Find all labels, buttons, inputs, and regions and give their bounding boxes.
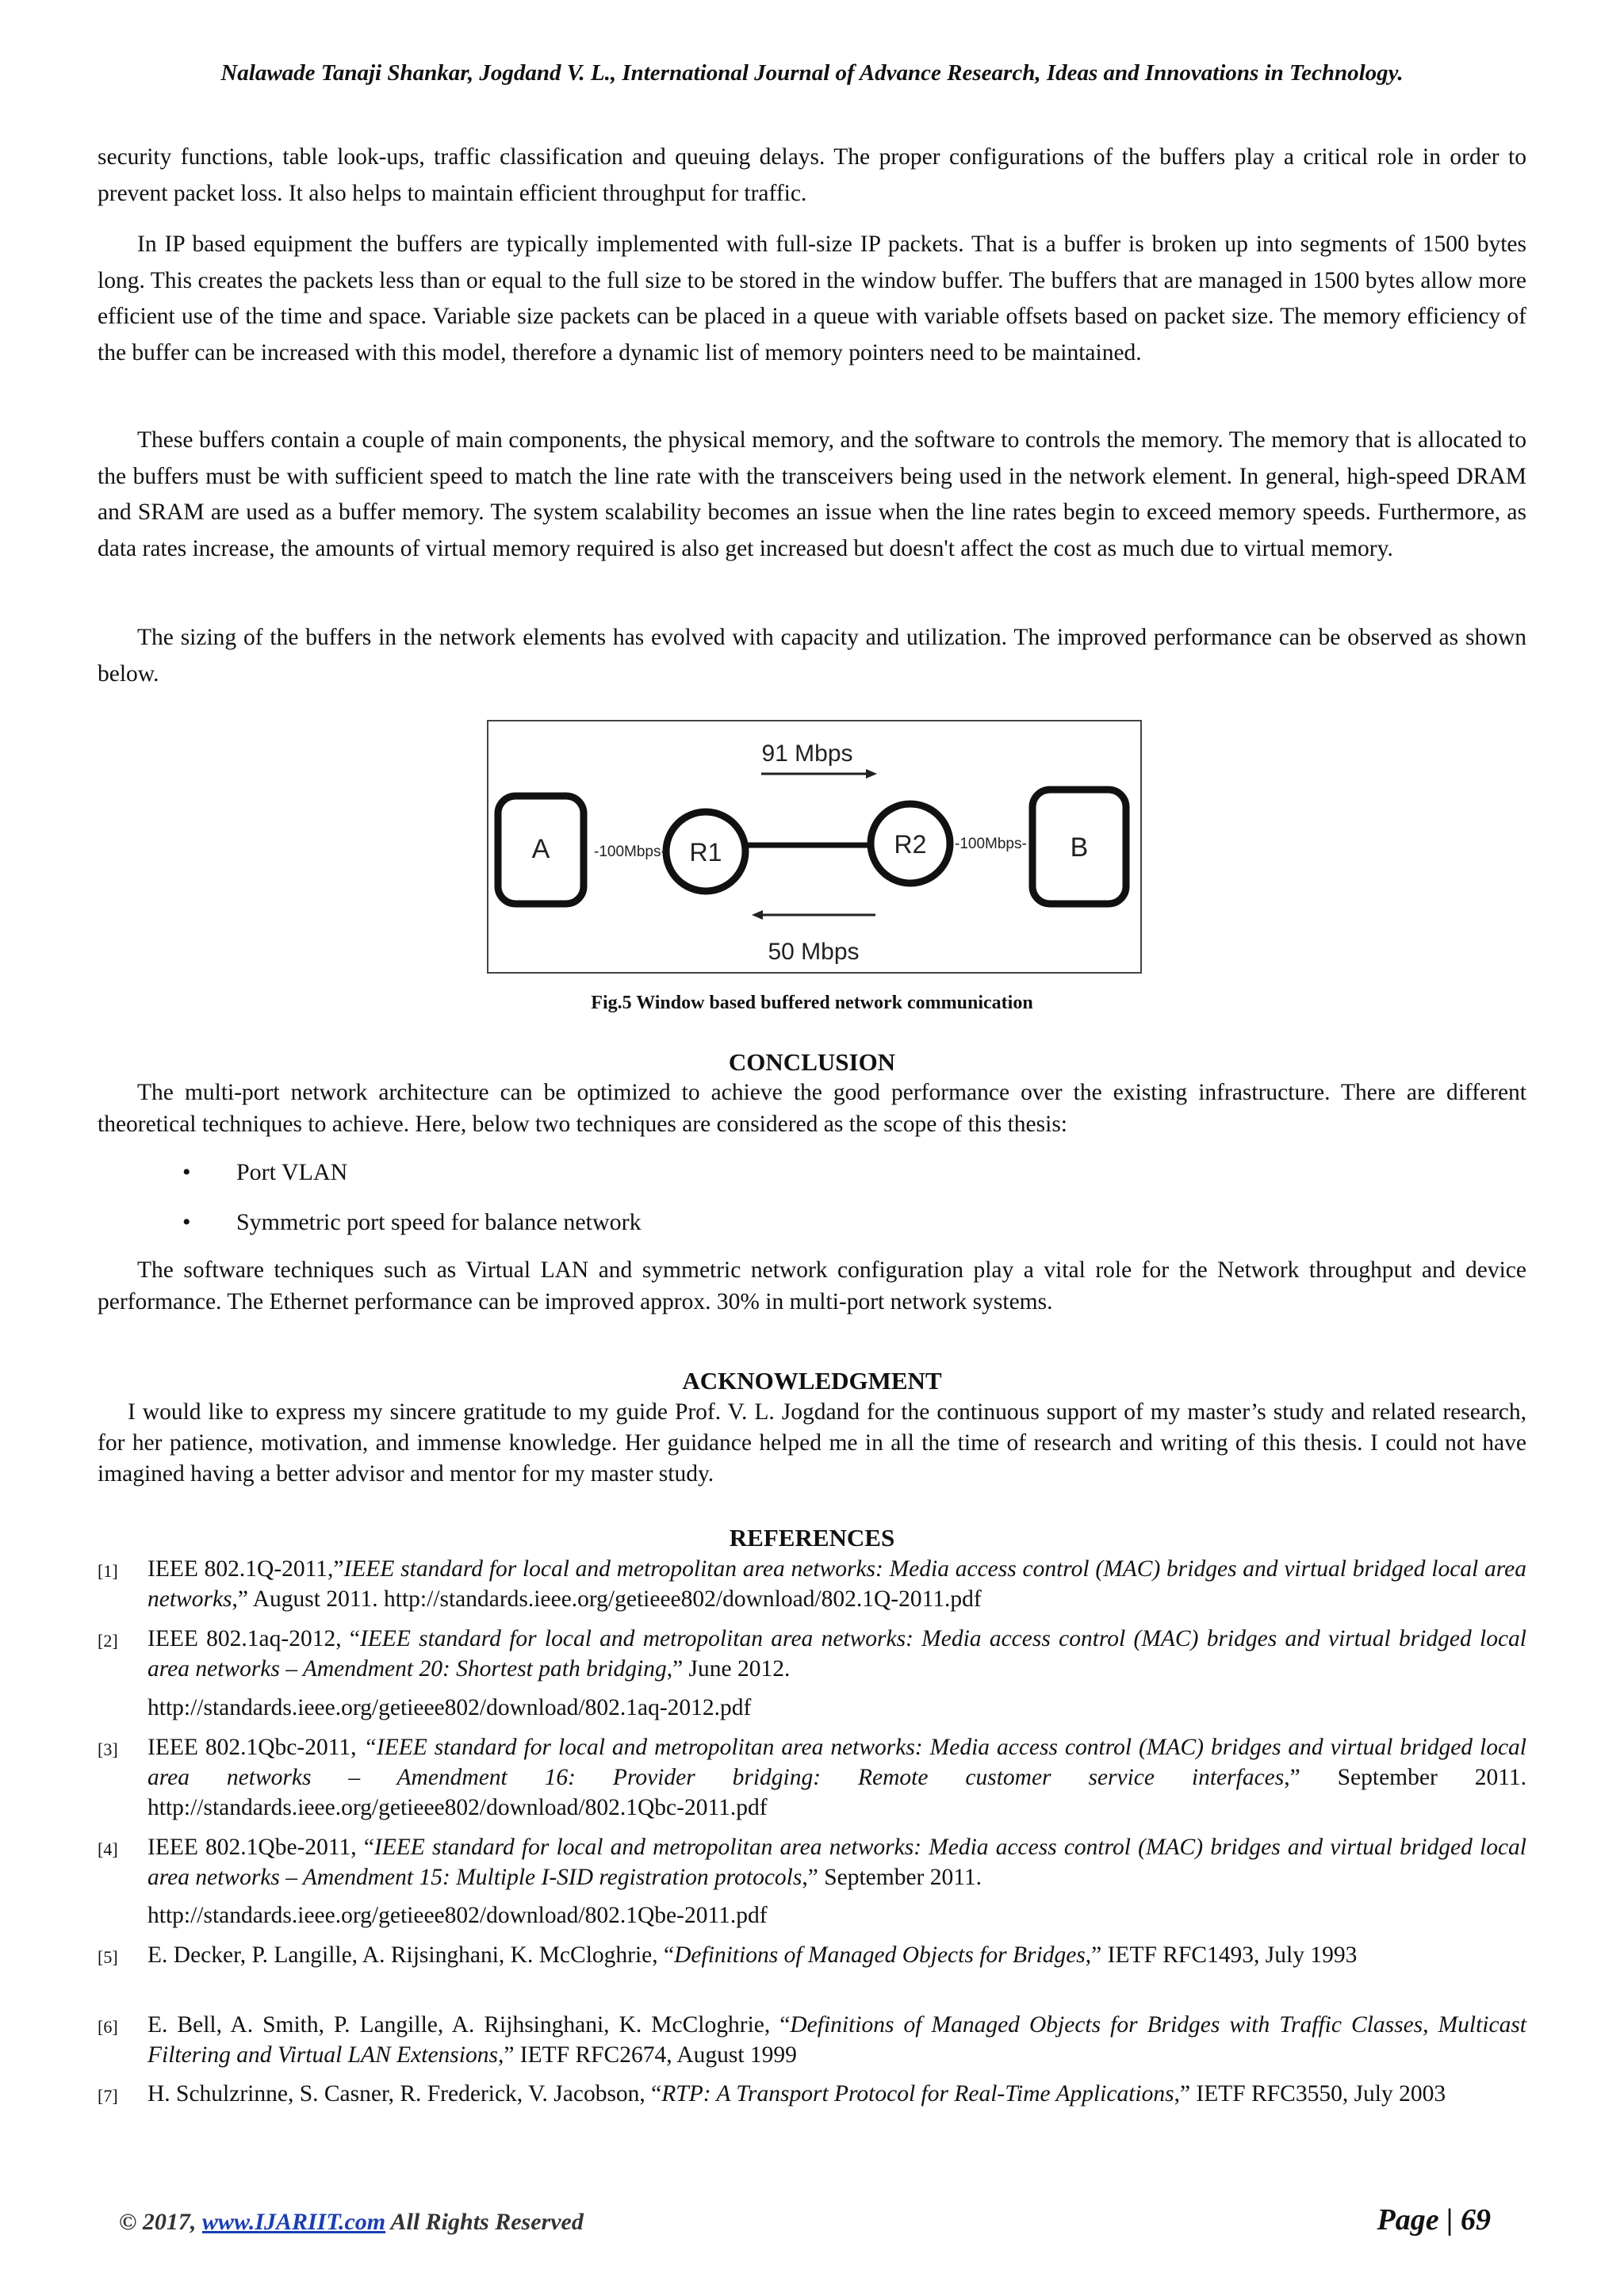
reference-item bbox=[98, 2010, 1526, 2070]
bottom-speed-label: 50 Mbps bbox=[768, 939, 860, 965]
top-speed-label: 91 Mbps bbox=[761, 740, 853, 767]
node-b-label: B bbox=[1070, 832, 1089, 863]
link-right-label: -100Mbps- bbox=[955, 836, 1027, 852]
copyright-prefix: © 2017, bbox=[119, 2209, 202, 2235]
reference-number: [4] bbox=[98, 1839, 118, 1859]
conclusion-heading: CONCLUSION bbox=[728, 1048, 896, 1076]
reference-prefix: IEEE 802.1Qbe-2011, “ bbox=[147, 1835, 374, 1860]
reference-number: [2] bbox=[98, 1631, 118, 1651]
reference-number: [6] bbox=[98, 2017, 118, 2037]
paragraph-1: security functions, table look-ups, traffic classification and queuing delays. The proper configurations of the buffers play a critical role in order to prevent packet loss. It also helps to maintain efficient throughput for traffic. bbox=[98, 144, 1526, 206]
link-left-label: -100Mbps- bbox=[594, 844, 666, 860]
reference-item bbox=[98, 1832, 1526, 1892]
paragraph-4: The sizing of the buffers in the network elements has evolved with capacity and utilization. The improved performance can be observed as shown below. bbox=[98, 625, 1526, 687]
network-figure bbox=[487, 720, 1142, 974]
bullet-dot: • bbox=[182, 1159, 191, 1185]
reference-title: Definitions of Managed Objects for Bridges bbox=[674, 1942, 1086, 1968]
reference-title: Definitions of Managed Objects for Bridges with Traffic Classes, Multicast Filtering and Virtual LAN Extensions bbox=[147, 2012, 1526, 2068]
reference-url[interactable]: http://standards.ieee.org/getieee802/download/802.1Qbe-2011.pdf bbox=[147, 1903, 768, 1928]
bullet-text: Port VLAN bbox=[236, 1159, 348, 1185]
reference-title: IEEE standard for local and metropolitan area networks: Media access control (MAC) bridges and virtual bridged local area networks – Amendment 15: Multiple I-SID registration protocols bbox=[147, 1835, 1526, 1890]
figure-caption: Fig.5 Window based buffered network communication bbox=[591, 993, 1033, 1013]
reference-prefix: E. Bell, A. Smith, P. Langille, A. Rijhsinghani, K. McCloghrie, “ bbox=[147, 2012, 791, 2038]
reference-number: [1] bbox=[98, 1561, 118, 1581]
reference-title: IEEE standard for local and metropolitan area networks: Media access control (MAC) bridges and virtual bridged local area networks – Amendment 20: Shortest path bridging bbox=[147, 1626, 1526, 1682]
reference-suffix: ,” August 2011. http://standards.ieee.org/getieee802/download/802.1Q-2011.pdf bbox=[232, 1586, 982, 1612]
conclusion-paragraph-2: The software techniques such as Virtual LAN and symmetric network configuration play a vital role for the Network throughput and device performance. The Ethernet performance can be improved approx. 30% in multi-port network systems. bbox=[98, 1257, 1526, 1314]
reference-title: “IEEE standard for local and metropolitan area networks: Media access control (MAC) bridges and virtual bridged local area networks – Amendment 16: Provider bridging: Remote customer service interfaces bbox=[147, 1735, 1527, 1790]
page-number: Page | 69 bbox=[1377, 2203, 1491, 2237]
reference-prefix: E. Decker, P. Langille, A. Rijsinghani, K. McCloghrie, “ bbox=[147, 1942, 675, 1968]
reference-item bbox=[98, 1940, 1526, 1970]
reference-item bbox=[98, 1554, 1526, 1614]
bullet-dot: • bbox=[182, 1209, 191, 1235]
reference-title: RTP: A Transport Protocol for Real-Time Applications bbox=[661, 2081, 1174, 2107]
journal-header: Nalawade Tanaji Shankar, Jogdand V. L., International Journal of Advance Research, Ideas and Innovations in Technology. bbox=[220, 60, 1404, 86]
copyright-footer bbox=[119, 2209, 584, 2236]
reference-suffix: ,” September 2011. http://standards.ieee.org/getieee802/download/802.1Qbc-2011.pdf bbox=[147, 1765, 1527, 1820]
reference-item bbox=[98, 1732, 1526, 1823]
acknowledgment-heading: ACKNOWLEDGMENT bbox=[682, 1367, 942, 1395]
router1-label: R1 bbox=[689, 838, 722, 867]
reference-suffix: ,” IETF RFC2674, August 1999 bbox=[497, 2042, 797, 2068]
node-a-label: A bbox=[531, 834, 550, 864]
router2-label: R2 bbox=[894, 830, 927, 859]
reference-prefix: H. Schulzrinne, S. Casner, R. Frederick, V. Jacobson, “ bbox=[147, 2081, 662, 2107]
reference-prefix: IEEE 802.1aq-2012, “ bbox=[147, 1626, 360, 1651]
reference-number: [3] bbox=[98, 1739, 118, 1759]
reference-number: [5] bbox=[98, 1947, 118, 1967]
reference-suffix: ,” September 2011. bbox=[802, 1865, 982, 1890]
bullet-text: Symmetric port speed for balance network bbox=[236, 1209, 642, 1235]
copyright-suffix: All Rights Reserved bbox=[385, 2209, 584, 2235]
site-link[interactable]: www.IJARIIT.com bbox=[201, 2209, 386, 2235]
reference-suffix: ,” IETF RFC3550, July 2003 bbox=[1174, 2081, 1446, 2107]
reference-prefix: IEEE 802.1Qbc-2011, bbox=[147, 1735, 364, 1760]
reference-suffix: ,” June 2012. bbox=[666, 1656, 791, 1682]
references-heading: REFERENCES bbox=[729, 1524, 895, 1552]
reference-item bbox=[98, 1624, 1526, 1684]
reference-title: IEEE standard for local and metropolitan area networks: Media access control (MAC) bridges and virtual bridged local area networks bbox=[147, 1556, 1526, 1612]
reference-number: [7] bbox=[98, 2086, 118, 2106]
reference-suffix: ,” IETF RFC1493, July 1993 bbox=[1085, 1942, 1358, 1968]
conclusion-paragraph-1: The multi-port network architecture can be optimized to achieve the good performance over the existing infrastructure. There are different theoretical techniques to achieve. Here, below two techniques are considered as the scope of this thesis: bbox=[98, 1080, 1526, 1137]
acknowledgment-text: I would like to express my sincere gratitude to my guide Prof. V. L. Jogdand for the continuous support of my master’s study and related research, for her patience, motivation, and immense knowledge. Her guidance helped me in all the time of research and writing of this thesis. I could not have imagined having a better advisor and mentor for my master study. bbox=[98, 1399, 1526, 1487]
reference-url[interactable]: http://standards.ieee.org/getieee802/download/802.1aq-2012.pdf bbox=[147, 1695, 752, 1720]
reference-item bbox=[98, 2079, 1526, 2109]
network-diagram bbox=[487, 720, 1142, 974]
reference-prefix: IEEE 802.1Q-2011,” bbox=[147, 1556, 344, 1582]
paragraph-2: In IP based equipment the buffers are typically implemented with full-size IP packets. That is a buffer is broken up into segments of 1500 bytes long. This creates the packets less than or equal to the full size to be stored in the window buffer. The buffers that are managed in 1500 bytes allow more efficient use of the time and space. Variable size packets can be placed in a queue with variable offsets based on packet size. The memory efficiency of the buffer can be increased with this model, therefore a dynamic list of memory pointers need to be maintained. bbox=[98, 232, 1526, 365]
paragraph-3: These buffers contain a couple of main components, the physical memory, and the software to controls the memory. The memory that is allocated to the buffers must be with sufficient speed to match the line rate with the transceivers being used in the network element. In general, high-speed DRAM and SRAM are used as a buffer memory. The system scalability becomes an issue when the line rates begin to exceed memory speeds. Furthermore, as data rates increase, the amounts of virtual memory required is also get increased but doesn't affect the cost as much due to virtual memory. bbox=[98, 427, 1526, 561]
